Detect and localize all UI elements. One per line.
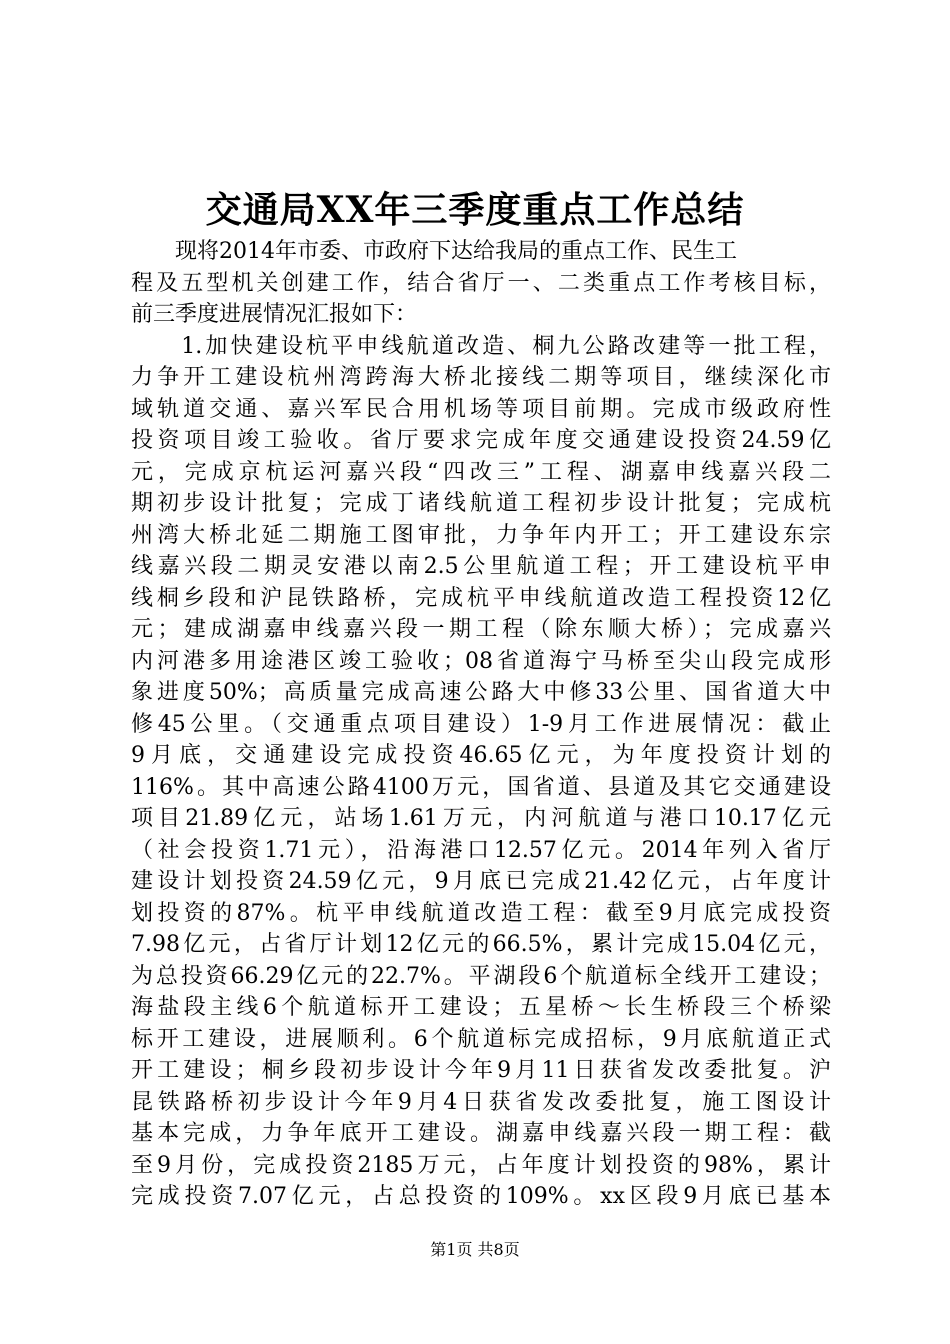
body-line: 完成投资7.07亿元，占总投资的109%。xx区段9月底已基本 bbox=[131, 1184, 831, 1209]
body-line: 至9月份，完成投资2185万元，占年度计划投资的98%，累计 bbox=[131, 1152, 831, 1178]
document-body bbox=[131, 236, 831, 1213]
body-line: 116%。其中高速公路4100万元，国省道、县道及其它交通建设 bbox=[131, 774, 831, 800]
body-line: 9月底，交通建设完成投资46.65亿元，为年度投资计划的 bbox=[131, 743, 831, 768]
body-line: 现将2014年市委、市政府下达给我局的重点工作、民生工 bbox=[131, 239, 737, 264]
body-line: 项目21.89亿元，站场1.61万元，内河航道与港口10.17亿元 bbox=[131, 806, 831, 831]
body-line: 象进度50%；高质量完成高速公路大中修33公里、国省道大中 bbox=[131, 680, 831, 705]
body-line: 期初步设计批复；完成丁诸线航道工程初步设计批复；完成杭 bbox=[131, 491, 831, 516]
body-line: 标开工建设，进展顺利。6个航道标完成招标，9月底航道正式 bbox=[131, 1026, 831, 1052]
body-line: 1.加快建设杭平申线航道改造、桐九公路改建等一批工程， bbox=[131, 333, 831, 359]
body-line: 线桐乡段和沪昆铁路桥，完成杭平申线航道改造工程投资12亿 bbox=[131, 585, 831, 611]
body-line: 开工建设；桐乡段初步设计今年9月11日获省发改委批复。沪 bbox=[131, 1058, 831, 1083]
body-line: 基本完成，力争年底开工建设。湖嘉申线嘉兴段一期工程：截 bbox=[131, 1121, 831, 1146]
body-line: 线嘉兴段二期灵安港以南2.5公里航道工程；开工建设杭平申 bbox=[131, 554, 831, 579]
body-line: 内河港多用途港区竣工验收；08省道海宁马桥至尖山段完成形 bbox=[131, 648, 831, 674]
body-line: 元，完成京杭运河嘉兴段“四改三”工程、湖嘉申线嘉兴段二 bbox=[131, 459, 831, 485]
body-line: （社会投资1.71元），沿海港口12.57亿元。2014年列入省厅 bbox=[131, 837, 831, 863]
page-number: 第1页 共8页 bbox=[430, 1240, 520, 1259]
document-title: 交通局XX年三季度重点工作总结 bbox=[205, 189, 745, 231]
body-line: 程及五型机关创建工作，结合省厅一、二类重点工作考核目标， bbox=[131, 270, 831, 296]
body-line: 昆铁路桥初步设计今年9月4日获省发改委批复，施工图设计 bbox=[131, 1089, 831, 1115]
body-line: 前三季度进展情况汇报如下： bbox=[131, 302, 418, 327]
body-line: 划投资的87%。杭平申线航道改造工程：截至9月底完成投资 bbox=[131, 900, 831, 926]
body-line: 为总投资66.29亿元的22.7%。平湖段6个航道标全线开工建设； bbox=[131, 963, 831, 989]
body-line: 修45公里。（交通重点项目建设）1-9月工作进展情况：截止 bbox=[131, 711, 831, 737]
body-line: 力争开工建设杭州湾跨海大桥北接线二期等项目，继续深化市 bbox=[131, 365, 831, 390]
body-line: 州湾大桥北延二期施工图审批，力争年内开工；开工建设东宗 bbox=[131, 522, 831, 548]
body-line: 域轨道交通、嘉兴军民合用机场等项目前期。完成市级政府性 bbox=[131, 396, 831, 422]
body-line: 建设计划投资24.59亿元，9月底已完成21.42亿元，占年度计 bbox=[131, 869, 831, 894]
body-line: 7.98亿元，占省厅计划12亿元的66.5%，累计完成15.04亿元， bbox=[131, 932, 831, 957]
body-line: 海盐段主线6个航道标开工建设；五星桥～长生桥段三个桥梁 bbox=[131, 995, 831, 1020]
body-line: 投资项目竣工验收。省厅要求完成年度交通建设投资24.59亿 bbox=[131, 428, 831, 453]
body-line: 元；建成湖嘉申线嘉兴段一期工程（除东顺大桥）；完成嘉兴 bbox=[131, 617, 831, 642]
